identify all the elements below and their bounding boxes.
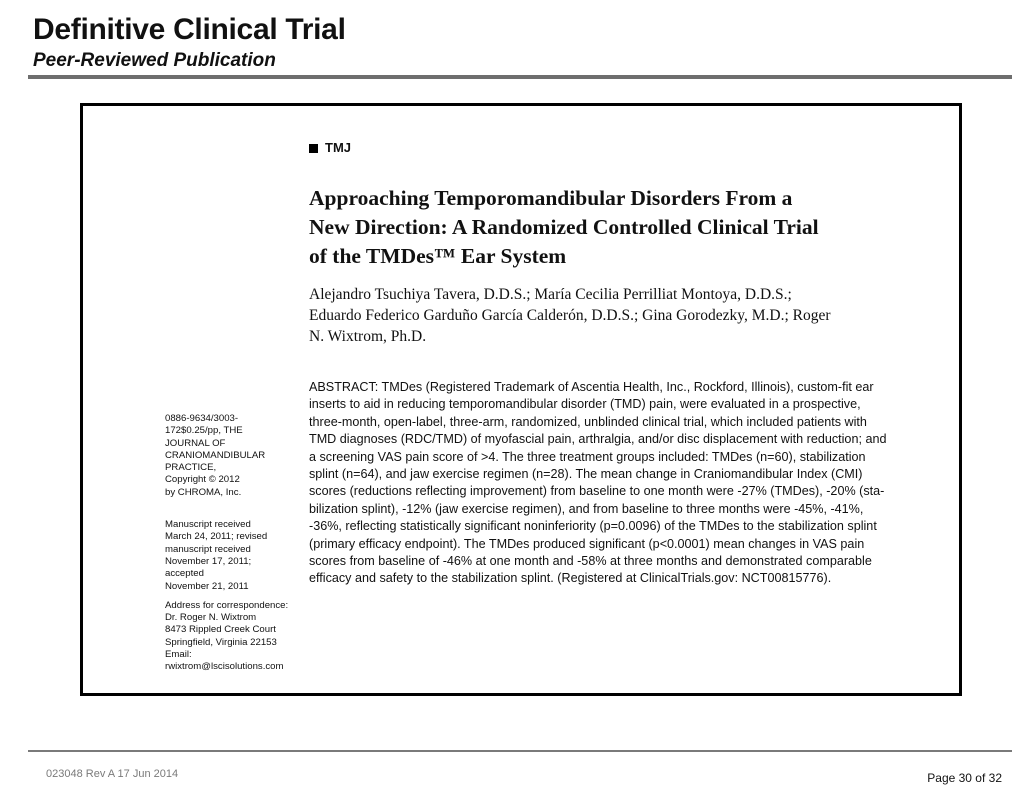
address-line: 8473 Rippled Creek Court <box>165 624 276 636</box>
paper-excerpt-frame <box>80 103 962 696</box>
footer-document-id: 023048 Rev A 17 Jun 2014 <box>46 768 179 780</box>
journal-line: JOURNAL OF <box>165 437 226 449</box>
journal-line: by CHROMA, Inc. <box>165 486 242 498</box>
address-line: Email: <box>165 649 192 661</box>
manuscript-line: November 21, 2011 <box>165 580 249 592</box>
abstract-line: ABSTRACT: TMDes (Registered Trademark of Ascentia Health, Inc., Rockford, Illinois), custom-fit ear <box>309 380 874 394</box>
paper-title-line: of the TMDes™ Ear System <box>309 244 567 268</box>
author-line: N. Wixtrom, Ph.D. <box>309 328 427 345</box>
abstract-line: scores (reductions reflecting improvement) from baseline to one month were -27% (TMDes), -20% (sta- <box>309 484 885 499</box>
manuscript-line: manuscript received <box>165 543 251 555</box>
paper-title-line: Approaching Temporomandibular Disorders From a <box>309 186 793 210</box>
footer-divider <box>28 750 1012 752</box>
address-line: Address for correspondence: <box>165 599 289 611</box>
section-label: TMJ <box>325 140 351 155</box>
abstract-line: inserts to aid in reducing temporomandibular disorder (TMD) pain, were evaluated in a prospective, <box>309 397 861 412</box>
section-tag <box>309 140 351 156</box>
abstract-line: splint (n=64), and jaw exercise regimen (n=28). The mean change in Craniomandibular Index (CMI) <box>309 467 863 482</box>
address-line: Dr. Roger N. Wixtrom <box>165 612 257 624</box>
abstract-line: a screening VAS pain score of >4. The three treatment groups included: TMDes (n=60), stabilization <box>309 449 866 464</box>
manuscript-line: November 17, 2011; <box>165 555 252 567</box>
manuscript-line: Manuscript received <box>165 519 251 531</box>
manuscript-history <box>165 519 315 593</box>
abstract-line: TMD diagnoses (RDC/TMD) of myofascial pain, arthralgia, and/or disc displacement with reduction; and <box>309 432 887 447</box>
journal-citation <box>165 413 315 499</box>
journal-line: 0886-9634/3003- <box>165 413 239 424</box>
journal-line: CRANIOMANDIBULAR <box>165 449 266 461</box>
abstract-line: three-month, open-label, three-arm, randomized, unblinded clinical trial, which included patients with <box>309 414 867 429</box>
slide-title: Definitive Clinical Trial <box>33 13 346 46</box>
abstract-line: efficacy and safety to the stabilization splint. (Registered at ClinicalTrials.gov: NCT00815776). <box>309 571 832 586</box>
journal-line: Copyright © 2012 <box>165 474 240 486</box>
paper-title-line: New Direction: A Randomized Controlled Clinical Trial <box>309 215 819 239</box>
correspondence-address <box>165 600 315 674</box>
abstract-line: (primary efficacy endpoint). The TMDes produced significant (p<0.0001) mean changes in VAS pain <box>309 536 865 551</box>
paper-title <box>309 184 909 271</box>
address-line: Springfield, Virginia 22153 <box>165 636 277 648</box>
slide-subtitle: Peer-Reviewed Publication <box>33 50 276 71</box>
square-bullet-icon <box>309 144 318 153</box>
email-link[interactable]: rwixtrom@lscisolutions.com <box>165 661 284 673</box>
abstract-line: -36%, reflecting statistically significant noninferiority (p=0.0096) of the TMDes to the stabilization splint <box>309 519 877 534</box>
margin-notes <box>165 413 315 694</box>
author-line: Eduardo Federico Garduño García Calderón, D.D.S.; Gina Gorodezky, M.D.; Roger <box>309 307 831 324</box>
journal-line: 172$0.25/pp, THE <box>165 425 243 437</box>
journal-line: PRACTICE, <box>165 462 217 474</box>
manuscript-line: accepted <box>165 568 204 580</box>
author-line: Alejandro Tsuchiya Tavera, D.D.S.; María Cecilia Perrilliat Montoya, D.D.S.; <box>309 286 792 303</box>
header-divider <box>28 75 1012 79</box>
paper-authors <box>309 284 909 347</box>
paper-abstract <box>309 379 889 588</box>
footer-page-number: Page 30 of 32 <box>927 771 1002 785</box>
manuscript-line: March 24, 2011; revised <box>165 531 268 543</box>
abstract-line: bilization splint), -12% (jaw exercise regimen), and from baseline to three months were -45%, -41%, <box>309 501 864 516</box>
abstract-line: scores from baseline of -46% at one month and -58% at three months and demonstrated comparable <box>309 554 872 569</box>
